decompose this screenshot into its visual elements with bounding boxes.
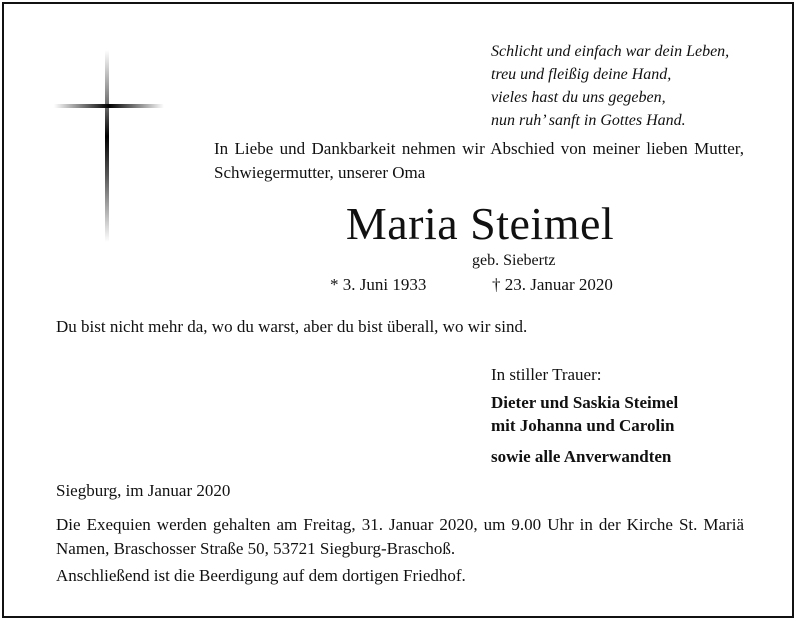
mourner-line: mit Johanna und Carolin [491,416,675,435]
mourning-label: In stiller Trauer: [491,365,602,384]
quote: Du bist nicht mehr da, wo du warst, aber du bist überall, wo wir sind. [56,317,528,336]
mourner-line: Dieter und Saskia Steimel [491,393,679,412]
mourner-line: sowie alle Anverwandten [491,447,672,466]
burial-text: Anschließend ist die Beerdigung auf dem dortigen Friedhof. [56,566,466,585]
birth-date: * 3. Juni 1933 [330,275,427,294]
poem [491,40,729,132]
poem-line: nun ruh’ sanft in Gottes Hand. [491,112,686,129]
mourners-list [491,391,678,468]
poem-line: Schlicht und einfach war dein Leben, [491,43,730,60]
deceased-name: Maria Steimel [345,198,615,249]
poem-line: vieles hast du uns gegeben, [491,89,666,106]
exequies-text: Die Exequien werden gehalten am Freitag, 31. Januar 2020, um 9.00 Uhr in der Kirche St. Mariä Namen, Braschosser Straße 50, 53721 Siegburg-Braschoß. [56,515,744,558]
place-date: Siegburg, im Januar 2020 [56,481,231,500]
poem-line: treu und fleißig deine Hand, [491,66,672,83]
death-date: † 23. Januar 2020 [492,275,613,294]
intro-text: In Liebe und Dankbarkeit nehmen wir Abschied von meiner lieben Mutter, Schwiegermutter, unserer Oma [214,139,744,182]
birth-name: geb. Siebertz [472,252,556,269]
